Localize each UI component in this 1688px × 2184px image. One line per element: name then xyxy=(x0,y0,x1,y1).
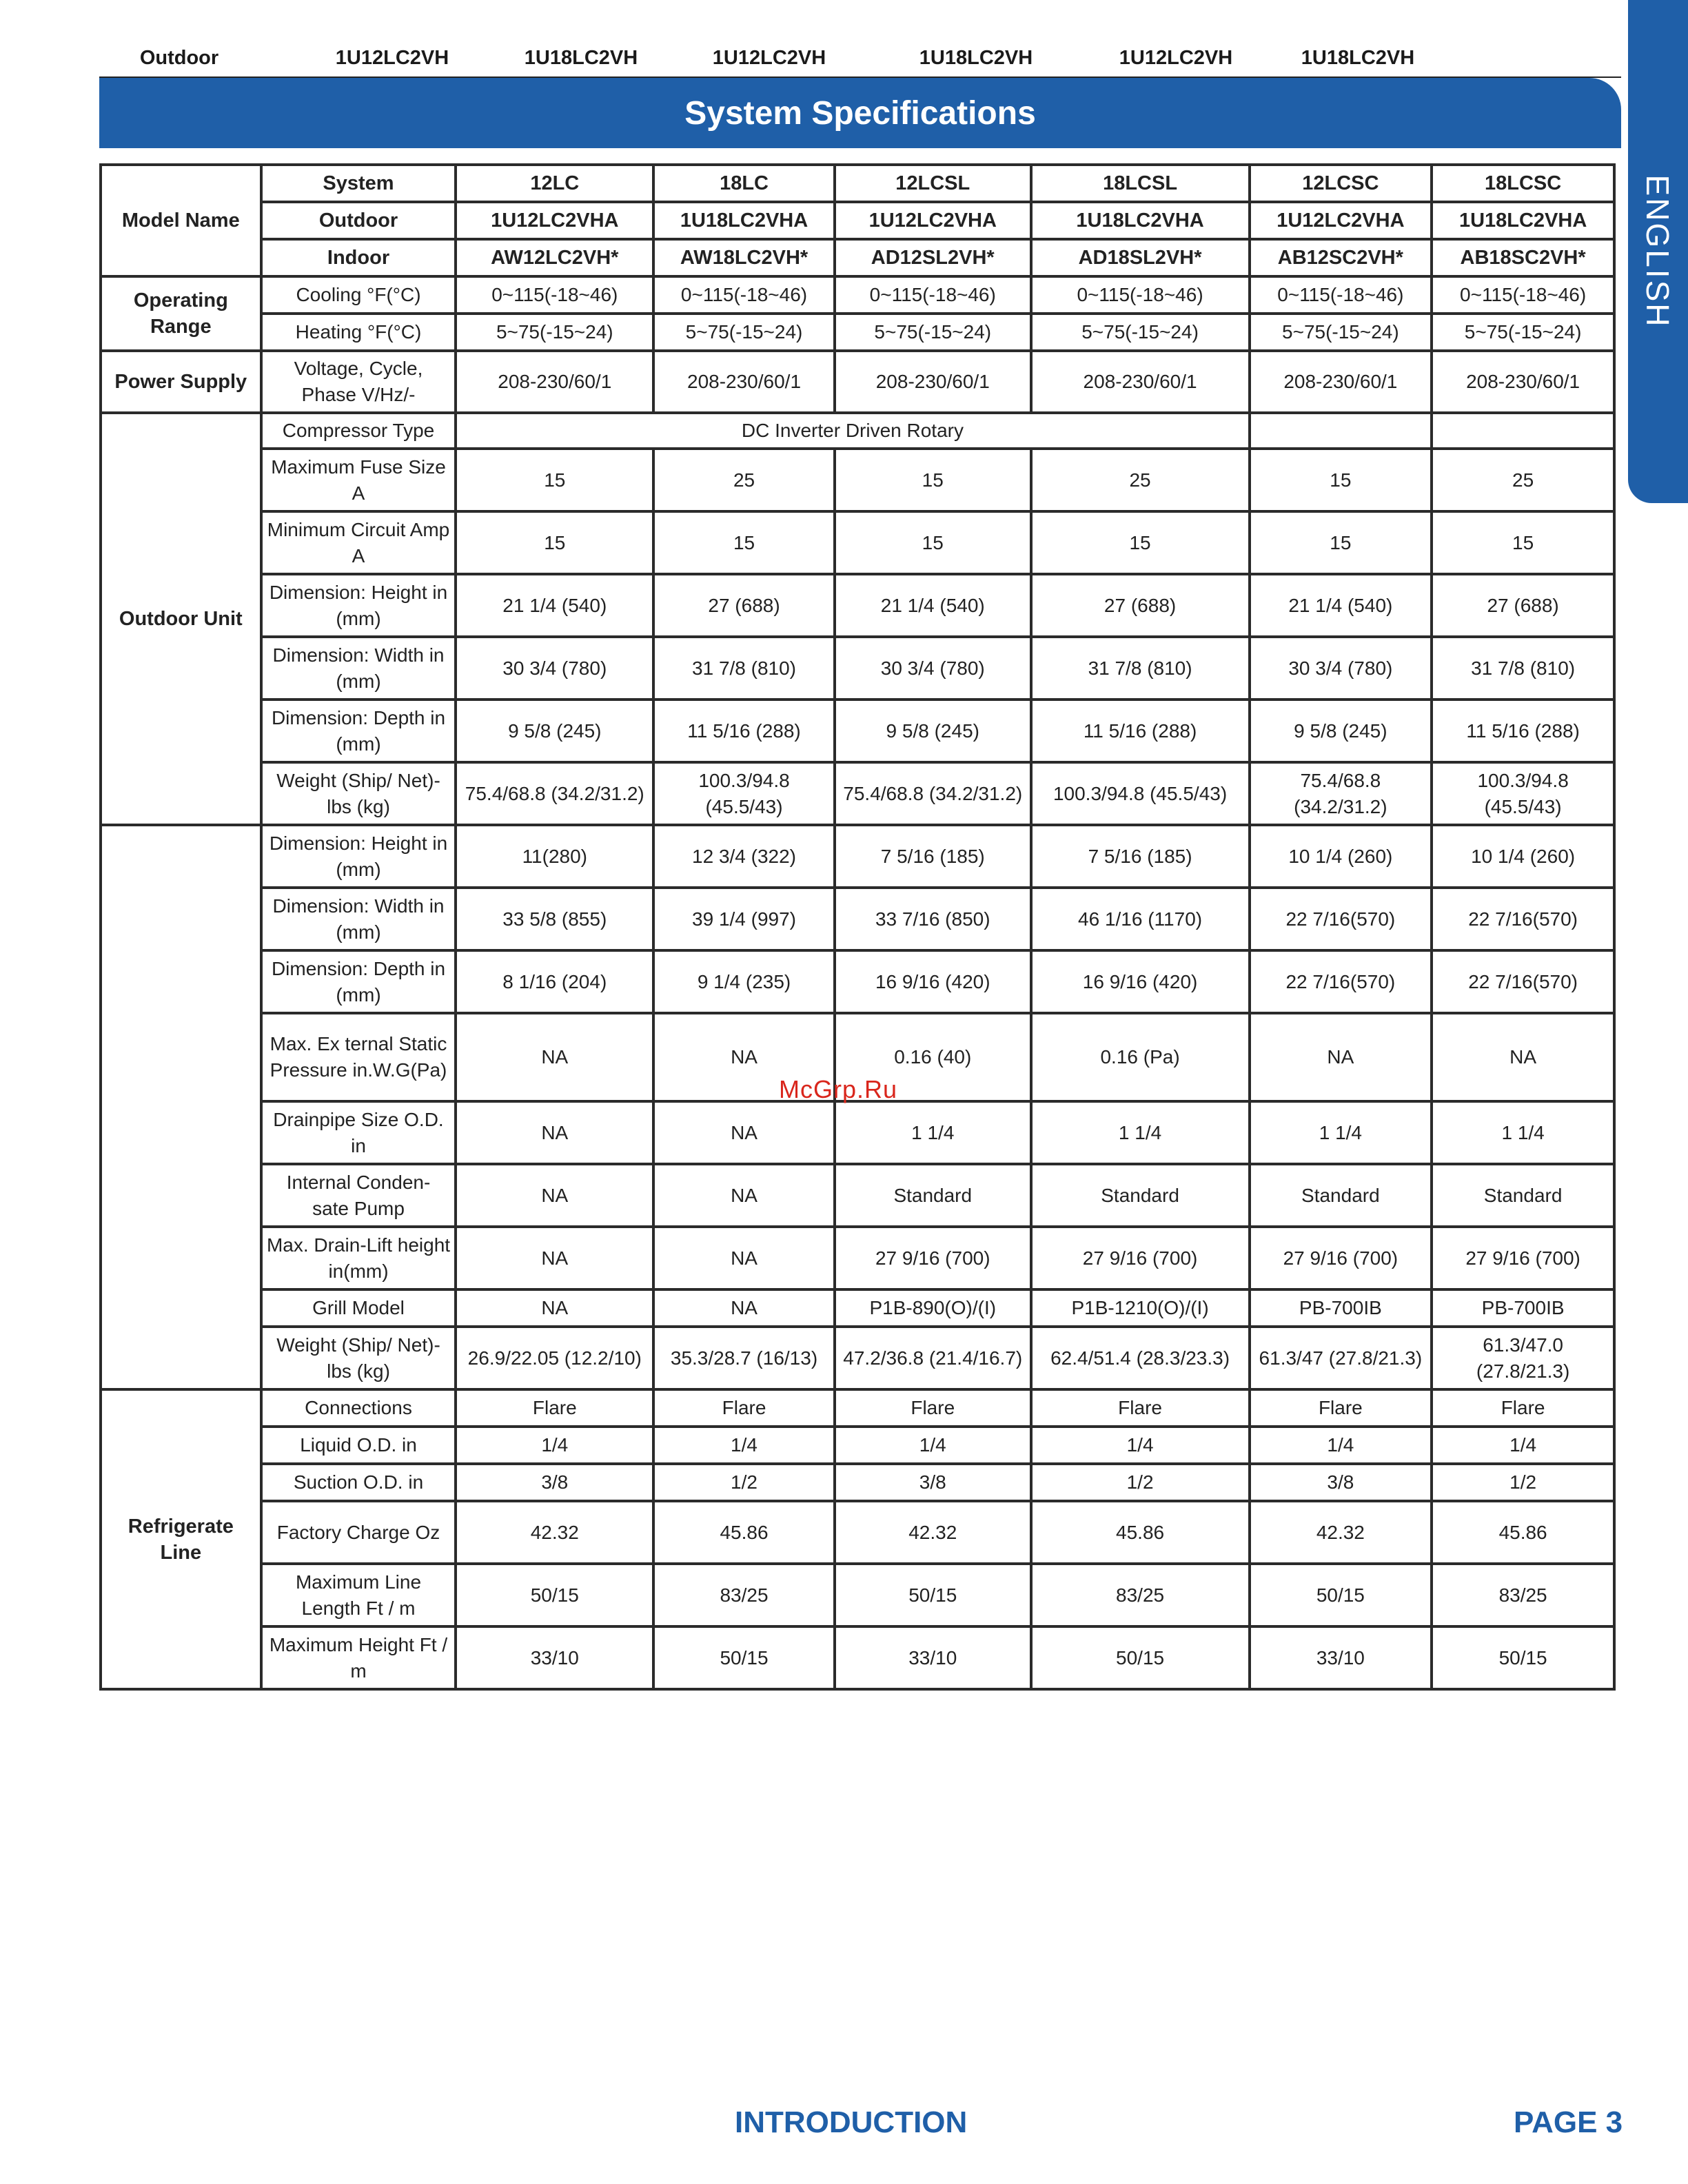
table-cell: 50/15 xyxy=(835,1564,1031,1626)
table-cell: 33/10 xyxy=(1250,1626,1432,1689)
table-cell: 15 xyxy=(1250,511,1432,574)
table-cell: 15 xyxy=(653,511,835,574)
table-cell: 208-230/60/1 xyxy=(1432,351,1614,413)
table-cell: Standard xyxy=(835,1164,1031,1227)
param-label: Outdoor xyxy=(261,202,456,239)
table-cell: 1 1/4 xyxy=(1432,1101,1614,1164)
table-cell: 21 1/4 (540) xyxy=(1250,574,1432,637)
table-cell: 12LC xyxy=(456,165,653,202)
param-label: Drainpipe Size O.D. in xyxy=(261,1101,456,1164)
table-cell: 0~115(-18~46) xyxy=(1250,276,1432,314)
table-row xyxy=(101,1564,1614,1626)
table-cell: 83/25 xyxy=(653,1564,835,1626)
table-cell: 100.3/94.8 (45.5/43) xyxy=(1432,762,1614,825)
table-cell: 1/4 xyxy=(653,1427,835,1464)
table-cell: NA xyxy=(456,1289,653,1327)
table-cell: 0~115(-18~46) xyxy=(456,276,653,314)
table-row xyxy=(101,825,1614,888)
param-label: Connections xyxy=(261,1389,456,1427)
table-cell: 83/25 xyxy=(1432,1564,1614,1626)
table-cell: 0~115(-18~46) xyxy=(835,276,1031,314)
table-cell: 83/25 xyxy=(1031,1564,1250,1626)
table-cell: 1U12LC2VHA xyxy=(1250,202,1432,239)
table-cell: 208-230/60/1 xyxy=(456,351,653,413)
param-label: Cooling °F(°C) xyxy=(261,276,456,314)
table-cell: 27 9/16 (700) xyxy=(1432,1227,1614,1289)
section-banner xyxy=(99,78,1621,148)
table-cell: 1 1/4 xyxy=(835,1101,1031,1164)
table-cell: 9 1/4 (235) xyxy=(653,950,835,1013)
top-strip-model: 1U18LC2VH xyxy=(1301,46,1415,69)
table-cell: 1/4 xyxy=(835,1427,1031,1464)
table-cell: 30 3/4 (780) xyxy=(456,637,653,700)
table-cell: 62.4/51.4 (28.3/23.3) xyxy=(1031,1327,1250,1389)
table-cell: 45.86 xyxy=(1432,1501,1614,1564)
table-cell: 39 1/4 (997) xyxy=(653,888,835,950)
side-tab-label: ENGLISH xyxy=(1640,174,1676,329)
footer-section-title: INTRODUCTION xyxy=(735,2105,968,2139)
table-cell: P1B-890(O)/(I) xyxy=(835,1289,1031,1327)
table-cell: 0.16 (Pa) xyxy=(1031,1013,1250,1101)
table-cell: Flare xyxy=(456,1389,653,1427)
table-cell: 30 3/4 (780) xyxy=(835,637,1031,700)
table-cell: DC Inverter Driven Rotary xyxy=(456,413,1249,449)
group-label-refrigerate-line: Refrigerate Line xyxy=(101,1389,261,1689)
table-cell: 15 xyxy=(835,449,1031,511)
table-row xyxy=(101,1101,1614,1164)
table-cell: 9 5/8 (245) xyxy=(1250,700,1432,762)
table-cell: NA xyxy=(456,1013,653,1101)
table-cell: AB18SC2VH* xyxy=(1432,239,1614,276)
param-label: Weight (Ship/ Net)- lbs (kg) xyxy=(261,762,456,825)
table-cell: 5~75(-15~24) xyxy=(1031,314,1250,351)
table-cell: Flare xyxy=(1031,1389,1250,1427)
table-cell: Flare xyxy=(653,1389,835,1427)
param-label: Weight (Ship/ Net)- lbs (kg) xyxy=(261,1327,456,1389)
top-model-strip xyxy=(99,40,1613,76)
table-cell: Standard xyxy=(1432,1164,1614,1227)
empty-cell xyxy=(1432,413,1614,449)
param-label: Factory Charge Oz xyxy=(261,1501,456,1564)
table-cell: 50/15 xyxy=(1432,1626,1614,1689)
table-row xyxy=(101,1327,1614,1389)
table-cell: 16 9/16 (420) xyxy=(1031,950,1250,1013)
table-row xyxy=(101,351,1614,413)
table-row xyxy=(101,1389,1614,1427)
table-cell: 1 1/4 xyxy=(1031,1101,1250,1164)
group-label-power-supply: Power Supply xyxy=(101,351,261,413)
table-cell: NA xyxy=(456,1164,653,1227)
table-cell: 15 xyxy=(456,449,653,511)
table-row xyxy=(101,449,1614,511)
table-cell: P1B-1210(O)/(I) xyxy=(1031,1289,1250,1327)
table-row xyxy=(101,1164,1614,1227)
group-label-indoor-unit xyxy=(101,825,261,1389)
table-cell: 27 (688) xyxy=(653,574,835,637)
banner-title: System Specifications xyxy=(684,94,1036,132)
table-cell: 33 5/8 (855) xyxy=(456,888,653,950)
table-cell: 1U18LC2VHA xyxy=(653,202,835,239)
table-cell: 27 9/16 (700) xyxy=(1250,1227,1432,1289)
table-cell: 1U12LC2VHA xyxy=(835,202,1031,239)
table-cell: 7 5/16 (185) xyxy=(835,825,1031,888)
table-cell: NA xyxy=(1432,1013,1614,1101)
table-cell: NA xyxy=(653,1164,835,1227)
table-cell: 21 1/4 (540) xyxy=(456,574,653,637)
table-cell: 0~115(-18~46) xyxy=(1432,276,1614,314)
table-cell: 50/15 xyxy=(1031,1626,1250,1689)
param-label: Dimension: Depth in (mm) xyxy=(261,700,456,762)
empty-cell xyxy=(1250,413,1432,449)
param-label: Liquid O.D. in xyxy=(261,1427,456,1464)
param-label: System xyxy=(261,165,456,202)
table-cell: 5~75(-15~24) xyxy=(1432,314,1614,351)
table-cell: 50/15 xyxy=(1250,1564,1432,1626)
table-cell: 22 7/16(570) xyxy=(1432,950,1614,1013)
table-cell: 18LC xyxy=(653,165,835,202)
table-cell: 75.4/68.8 (34.2/31.2) xyxy=(835,762,1031,825)
table-row xyxy=(101,700,1614,762)
page-number: PAGE 3 xyxy=(1514,2105,1623,2139)
table-cell: 1/2 xyxy=(1432,1464,1614,1501)
table-cell: 27 9/16 (700) xyxy=(1031,1227,1250,1289)
table-cell: 1U12LC2VHA xyxy=(456,202,653,239)
param-label: Maximum Line Length Ft / m xyxy=(261,1564,456,1626)
table-row xyxy=(101,950,1614,1013)
specifications-table xyxy=(99,163,1616,1691)
group-label-outdoor-unit: Outdoor Unit xyxy=(101,413,261,825)
table-cell: 61.3/47 (27.8/21.3) xyxy=(1250,1327,1432,1389)
table-cell: 75.4/68.8 (34.2/31.2) xyxy=(1250,762,1432,825)
table-cell: NA xyxy=(456,1101,653,1164)
table-cell: Flare xyxy=(1250,1389,1432,1427)
table-cell: 26.9/22.05 (12.2/10) xyxy=(456,1327,653,1389)
param-label: Suction O.D. in xyxy=(261,1464,456,1501)
table-cell: Flare xyxy=(835,1389,1031,1427)
param-label: Maximum Fuse Size A xyxy=(261,449,456,511)
table-cell: 50/15 xyxy=(456,1564,653,1626)
table-cell: 16 9/16 (420) xyxy=(835,950,1031,1013)
param-label: Voltage, Cycle, Phase V/Hz/- xyxy=(261,351,456,413)
table-cell: 30 3/4 (780) xyxy=(1250,637,1432,700)
table-row xyxy=(101,1289,1614,1327)
table-row xyxy=(101,239,1614,276)
table-cell: 11 5/16 (288) xyxy=(1031,700,1250,762)
table-cell: 31 7/8 (810) xyxy=(653,637,835,700)
table-cell: 25 xyxy=(1031,449,1250,511)
param-label: Dimension: Depth in (mm) xyxy=(261,950,456,1013)
table-cell: AD18SL2VH* xyxy=(1031,239,1250,276)
table-cell: 31 7/8 (810) xyxy=(1031,637,1250,700)
table-cell: 1U18LC2VHA xyxy=(1432,202,1614,239)
table-cell: 3/8 xyxy=(456,1464,653,1501)
param-label: Internal Conden- sate Pump xyxy=(261,1164,456,1227)
table-row xyxy=(101,314,1614,351)
table-cell: 42.32 xyxy=(456,1501,653,1564)
table-cell: NA xyxy=(653,1289,835,1327)
table-row xyxy=(101,1227,1614,1289)
table-cell: 9 5/8 (245) xyxy=(835,700,1031,762)
top-strip-model: 1U18LC2VH xyxy=(524,46,638,69)
table-cell: 10 1/4 (260) xyxy=(1250,825,1432,888)
table-cell: 50/15 xyxy=(653,1626,835,1689)
table-cell: 5~75(-15~24) xyxy=(456,314,653,351)
param-label: Grill Model xyxy=(261,1289,456,1327)
table-cell: 3/8 xyxy=(1250,1464,1432,1501)
table-cell: 1/4 xyxy=(456,1427,653,1464)
table-cell: 0~115(-18~46) xyxy=(653,276,835,314)
table-cell: 1/4 xyxy=(1432,1427,1614,1464)
table-cell: 25 xyxy=(1432,449,1614,511)
table-cell: 22 7/16(570) xyxy=(1432,888,1614,950)
table-cell: 46 1/16 (1170) xyxy=(1031,888,1250,950)
table-cell: 1/4 xyxy=(1031,1427,1250,1464)
table-cell: Standard xyxy=(1031,1164,1250,1227)
table-cell: 10 1/4 (260) xyxy=(1432,825,1614,888)
language-side-tab xyxy=(1628,0,1688,503)
table-cell: 9 5/8 (245) xyxy=(456,700,653,762)
table-cell: 15 xyxy=(1432,511,1614,574)
table-cell: 208-230/60/1 xyxy=(835,351,1031,413)
table-cell: 42.32 xyxy=(1250,1501,1432,1564)
table-cell: 3/8 xyxy=(835,1464,1031,1501)
table-cell: 35.3/28.7 (16/13) xyxy=(653,1327,835,1389)
table-cell: PB-700IB xyxy=(1432,1289,1614,1327)
table-cell: 208-230/60/1 xyxy=(1250,351,1432,413)
table-cell: 12LCSC xyxy=(1250,165,1432,202)
table-cell: 42.32 xyxy=(835,1501,1031,1564)
table-row xyxy=(101,1464,1614,1501)
table-cell: 33/10 xyxy=(835,1626,1031,1689)
table-cell: NA xyxy=(653,1101,835,1164)
table-cell: 0~115(-18~46) xyxy=(1031,276,1250,314)
param-label: Minimum Circuit Amp A xyxy=(261,511,456,574)
table-cell: 11 5/16 (288) xyxy=(653,700,835,762)
top-strip-model: 1U12LC2VH xyxy=(1119,46,1233,69)
table-cell: 27 (688) xyxy=(1432,574,1614,637)
param-label: Heating °F(°C) xyxy=(261,314,456,351)
table-cell: 25 xyxy=(653,449,835,511)
top-strip-model: 1U18LC2VH xyxy=(919,46,1033,69)
table-cell: 61.3/47.0 (27.8/21.3) xyxy=(1432,1327,1614,1389)
table-cell: 31 7/8 (810) xyxy=(1432,637,1614,700)
table-cell: 208-230/60/1 xyxy=(1031,351,1250,413)
table-row xyxy=(101,202,1614,239)
table-cell: 15 xyxy=(1250,449,1432,511)
table-cell: Flare xyxy=(1432,1389,1614,1427)
table-cell: 22 7/16(570) xyxy=(1250,888,1432,950)
table-cell: 18LCSC xyxy=(1432,165,1614,202)
table-row xyxy=(101,276,1614,314)
table-cell: 21 1/4 (540) xyxy=(835,574,1031,637)
table-cell: 7 5/16 (185) xyxy=(1031,825,1250,888)
table-cell: 27 9/16 (700) xyxy=(835,1227,1031,1289)
table-cell: 22 7/16(570) xyxy=(1250,950,1432,1013)
table-cell: 18LCSL xyxy=(1031,165,1250,202)
table-cell: 47.2/36.8 (21.4/16.7) xyxy=(835,1327,1031,1389)
top-strip-model: 1U12LC2VH xyxy=(712,46,826,69)
table-cell: 5~75(-15~24) xyxy=(653,314,835,351)
group-label-operating-range: Operating Range xyxy=(101,276,261,351)
table-row xyxy=(101,574,1614,637)
param-label: Indoor xyxy=(261,239,456,276)
top-strip-label: Outdoor xyxy=(139,46,219,69)
watermark: McGrp.Ru xyxy=(779,1075,898,1103)
table-row xyxy=(101,637,1614,700)
param-label: Maximum Height Ft / m xyxy=(261,1626,456,1689)
table-cell: 100.3/94.8 (45.5/43) xyxy=(653,762,835,825)
table-cell: 12LCSL xyxy=(835,165,1031,202)
table-cell: 1/2 xyxy=(653,1464,835,1501)
table-cell: PB-700IB xyxy=(1250,1289,1432,1327)
param-label: Max. Ex ternal Static Pressure in.W.G(Pa) xyxy=(261,1013,456,1101)
table-cell: 5~75(-15~24) xyxy=(835,314,1031,351)
top-strip-model: 1U12LC2VH xyxy=(335,46,449,69)
table-row xyxy=(101,1501,1614,1564)
table-cell: NA xyxy=(653,1227,835,1289)
table-cell: AW12LC2VH* xyxy=(456,239,653,276)
table-cell: Standard xyxy=(1250,1164,1432,1227)
table-cell: 5~75(-15~24) xyxy=(1250,314,1432,351)
table-row xyxy=(101,165,1614,202)
table-cell: 11 5/16 (288) xyxy=(1432,700,1614,762)
table-cell: 100.3/94.8 (45.5/43) xyxy=(1031,762,1250,825)
table-cell: AB12SC2VH* xyxy=(1250,239,1432,276)
param-label: Dimension: Height in (mm) xyxy=(261,574,456,637)
table-cell: 1/4 xyxy=(1250,1427,1432,1464)
table-row xyxy=(101,762,1614,825)
table-cell: 45.86 xyxy=(1031,1501,1250,1564)
table-cell: 75.4/68.8 (34.2/31.2) xyxy=(456,762,653,825)
group-label-model-name: Model Name xyxy=(101,165,261,276)
table-cell: NA xyxy=(653,1013,835,1101)
table-cell: 1 1/4 xyxy=(1250,1101,1432,1164)
table-cell: 1/2 xyxy=(1031,1464,1250,1501)
table-cell: 0.16 (40) xyxy=(835,1013,1031,1101)
table-cell: 45.86 xyxy=(653,1501,835,1564)
table-cell: 12 3/4 (322) xyxy=(653,825,835,888)
param-label: Dimension: Width in (mm) xyxy=(261,888,456,950)
table-cell: 11(280) xyxy=(456,825,653,888)
table-cell: NA xyxy=(1250,1013,1432,1101)
table-cell: 15 xyxy=(456,511,653,574)
param-label: Dimension: Width in (mm) xyxy=(261,637,456,700)
table-cell: 27 (688) xyxy=(1031,574,1250,637)
table-cell: 33 7/16 (850) xyxy=(835,888,1031,950)
table-cell: 1U18LC2VHA xyxy=(1031,202,1250,239)
table-row xyxy=(101,413,1614,449)
table-cell: AD12SL2VH* xyxy=(835,239,1031,276)
table-row xyxy=(101,1427,1614,1464)
table-cell: 33/10 xyxy=(456,1626,653,1689)
table-cell: 15 xyxy=(835,511,1031,574)
table-row xyxy=(101,1626,1614,1689)
table-row xyxy=(101,511,1614,574)
table-cell: 208-230/60/1 xyxy=(653,351,835,413)
param-label: Dimension: Height in (mm) xyxy=(261,825,456,888)
table-row xyxy=(101,888,1614,950)
table-cell: 15 xyxy=(1031,511,1250,574)
param-label: Compressor Type xyxy=(261,413,456,449)
table-cell: AW18LC2VH* xyxy=(653,239,835,276)
param-label: Max. Drain-Lift height in(mm) xyxy=(261,1227,456,1289)
table-cell: NA xyxy=(456,1227,653,1289)
table-cell: 8 1/16 (204) xyxy=(456,950,653,1013)
